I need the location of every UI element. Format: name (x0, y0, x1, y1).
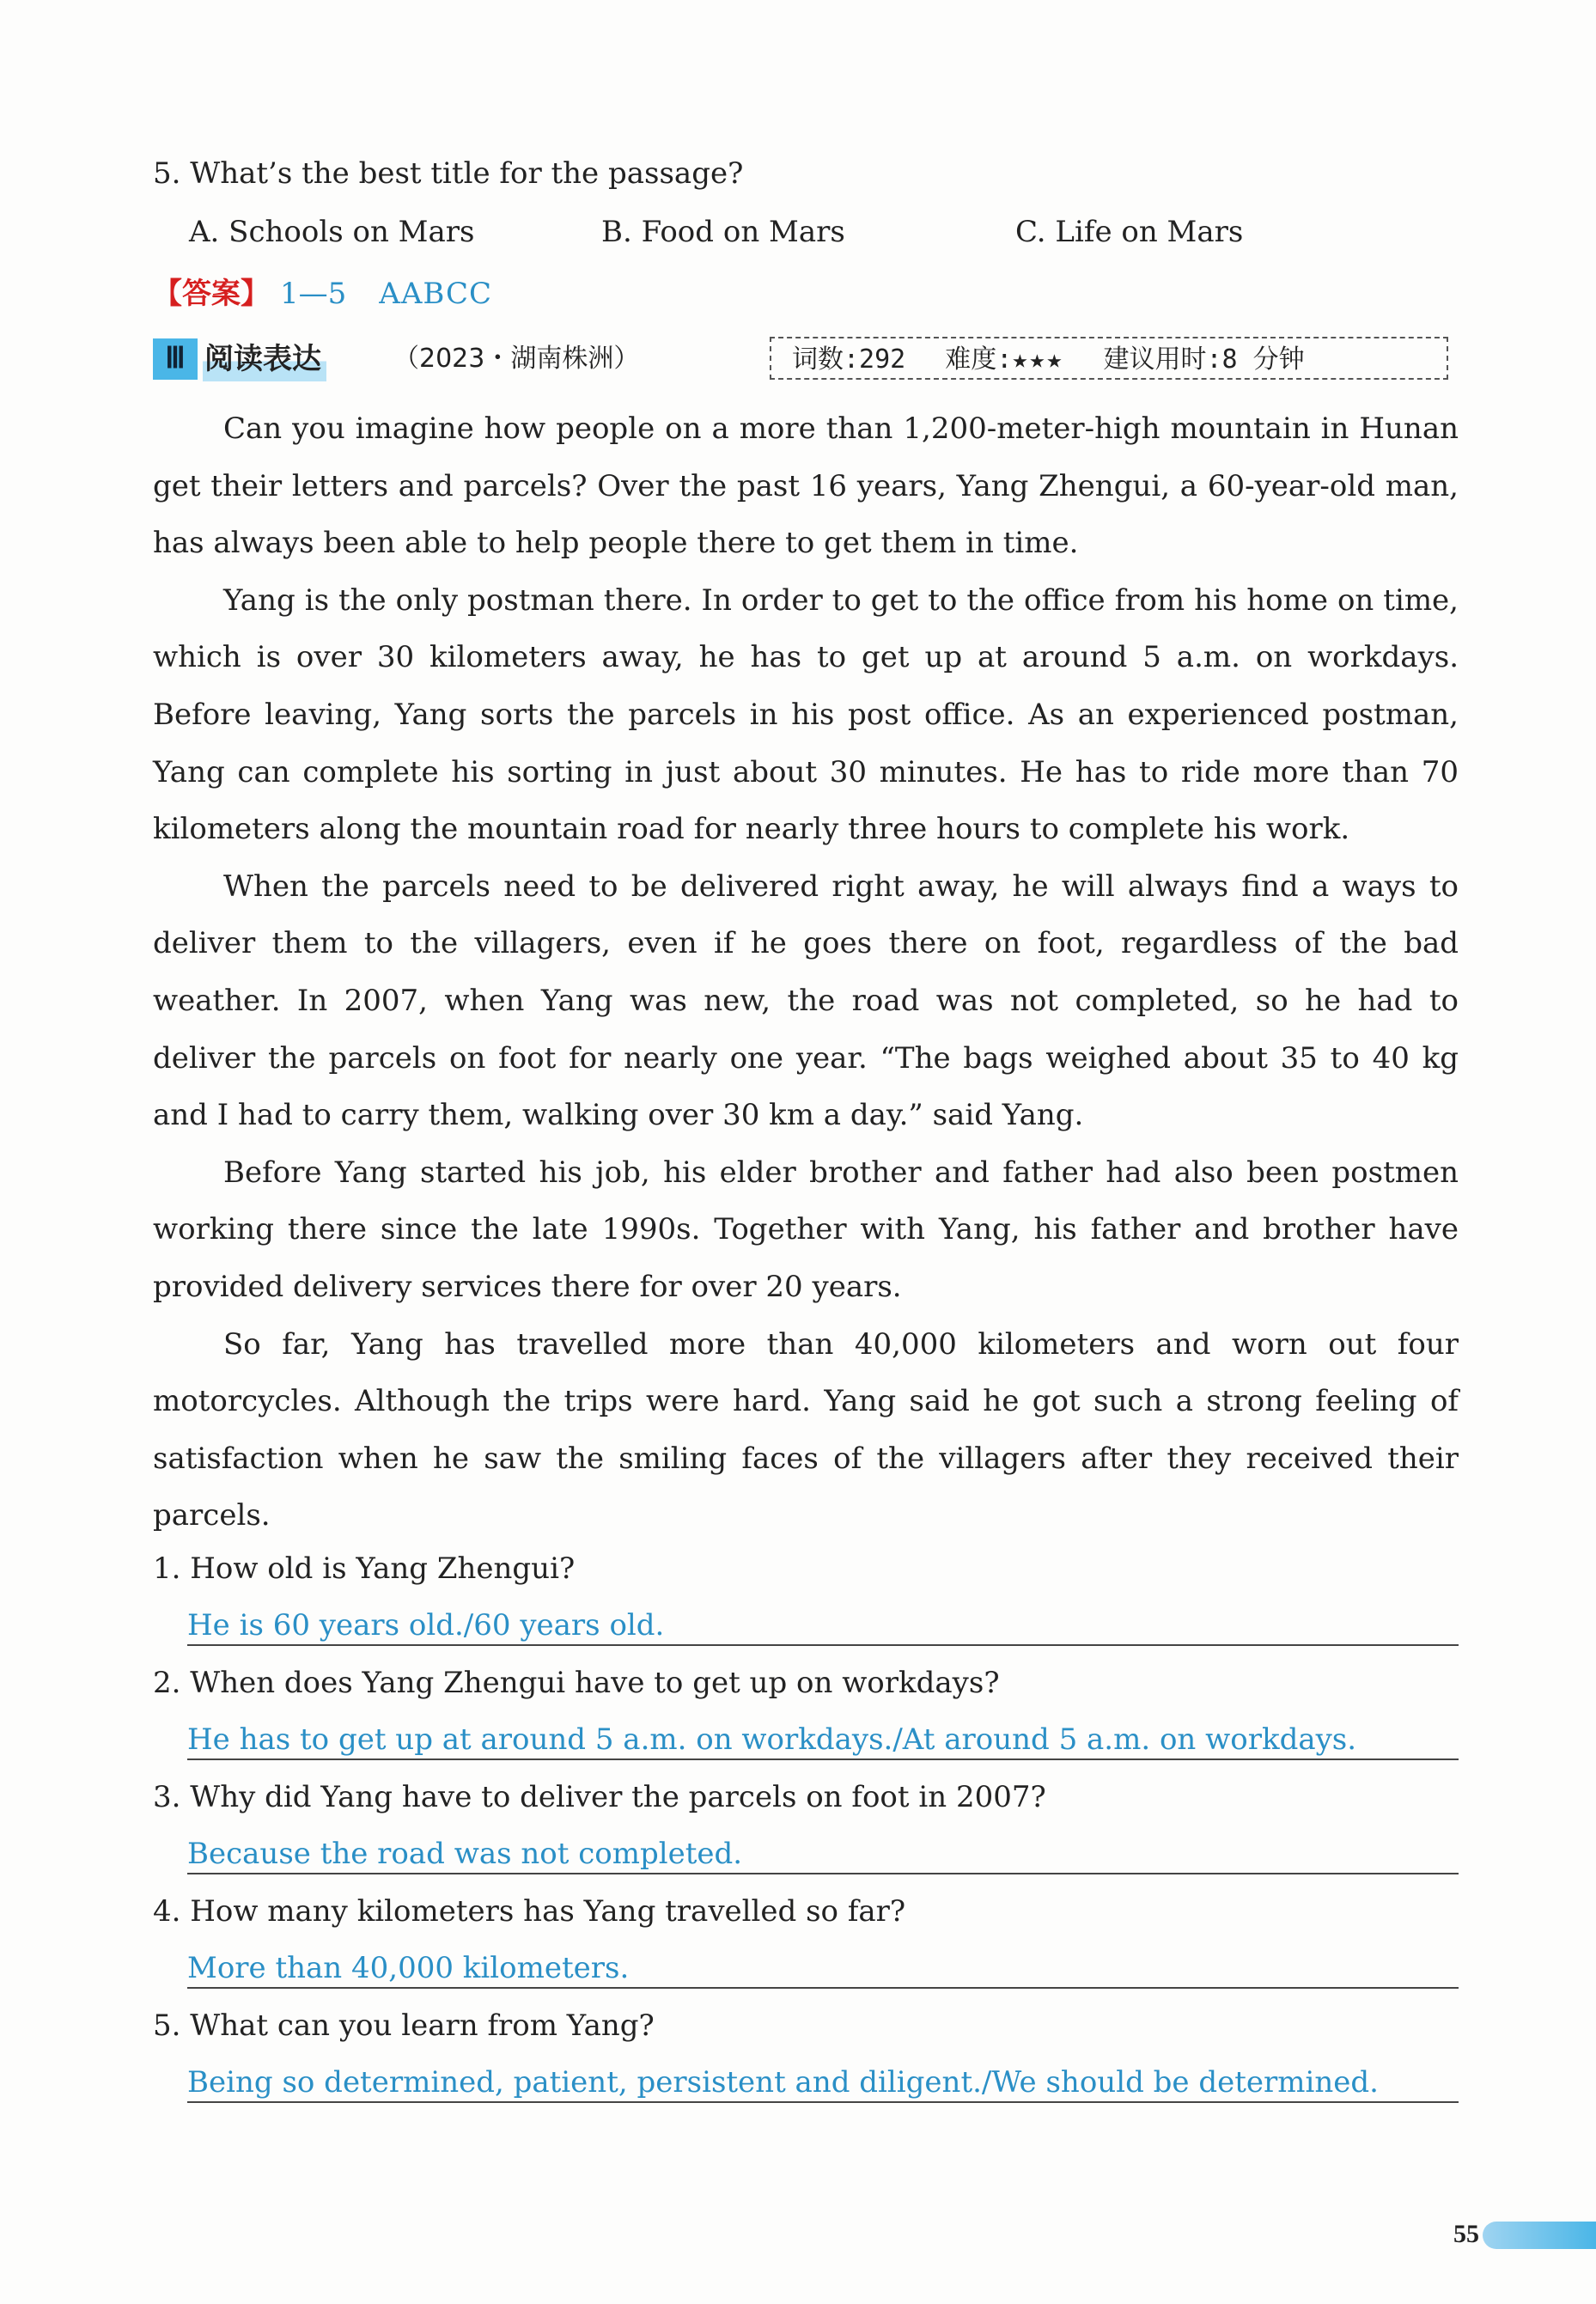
answer-line: More than 40,000 kilometers. (187, 1949, 1459, 1989)
question-item (153, 1778, 1459, 1893)
answer-key-line (153, 270, 492, 312)
answer-line: He has to get up at around 5 a.m. on workdays./At around 5 a.m. on workdays. (187, 1721, 1459, 1760)
question-list (153, 1550, 1459, 2121)
decorative-tab-bar (1483, 2222, 1596, 2249)
question-text: 1. How old is Yang Zhengui? (153, 1551, 576, 1586)
answer-line: He is 60 years old./60 years old. (187, 1606, 1459, 1646)
difficulty-stars: ★★★ (1012, 344, 1064, 375)
question-item (153, 2007, 1459, 2121)
difficulty-label: 难度: (945, 344, 1013, 375)
reading-passage (153, 400, 1459, 1545)
suggested-time: 建议用时:8 分钟 (1103, 344, 1305, 375)
passage-paragraph: Yang is the only postman there. In order to get to the office from his home on time, which is over 30 kilometers away, he has to get up at around 5 a.m. on workdays. Before leaving, Yang sorts the parcels in his post office. As an experienced postman, Yang can complete his sorting in just about 30 minutes. He has to ride more than 70 kilometers along the mountain road for nearly three hours to complete his work. (153, 582, 1459, 847)
question-text: 4. How many kilometers has Yang travelled so far? (153, 1894, 906, 1929)
difficulty (945, 338, 1063, 378)
passage-paragraph: So far, Yang has travelled more than 40,000 kilometers and worn out four motorcycles. Although the trips were hard. Yang said he got such a strong feeling of satisfaction when he saw the smiling faces of the villagers after they received their parcels. (153, 1326, 1459, 1533)
answer-tag: 【答案】 (153, 277, 270, 311)
question-text: 3. Why did Yang have to deliver the parcels on foot in 2007? (153, 1780, 1046, 1814)
answer-range: 1—5 (280, 277, 347, 311)
answer-line: Being so determined, patient, persistent and diligent./We should be determined. (187, 2063, 1459, 2103)
question-text: 5. What can you learn from Yang? (153, 2008, 655, 2043)
passage-paragraph: When the parcels need to be delivered right away, he will always find a ways to deliver them to the villagers, even if he goes there on foot, regardless of the bad weather. In 2007, when Yang was new, the road was not completed, so he had to deliver the parcels on foot for nearly one year. “The bags weighed about 35 to 40 kg and I had to carry them, walking over 30 km a day.” said Yang. (153, 869, 1459, 1133)
page-footer (1338, 2167, 1596, 2304)
passage-paragraph: Before Yang started his job, his elder brother and father had also been postmen working there since the late 1990s. Together with Yang, his father and brother have provided delivery services there for over 20 years. (153, 1155, 1459, 1304)
section-number-badge: Ⅲ (153, 338, 198, 380)
option-b: B. Food on Mars (601, 215, 845, 249)
prev-question-5: 5. What’s the best title for the passage? (153, 156, 744, 191)
question-item (153, 1664, 1459, 1778)
page-number: 55 (1453, 2220, 1479, 2248)
answer-line: Because the road was not completed. (187, 1835, 1459, 1874)
passage-paragraph: Can you imagine how people on a more than 1,200-meter-high mountain in Hunan get their letters and parcels? Over the past 16 years, Yang Zhengui, a 60-year-old man, has always been able to help people there to get them in time. (153, 411, 1459, 561)
question-text: 2. When does Yang Zhengui have to get up on workdays? (153, 1666, 1000, 1700)
section-header (153, 337, 1459, 385)
word-count: 词数:292 (792, 344, 906, 375)
answer-keys: AABCC (379, 277, 493, 311)
section-source: （2023・湖南株洲） (393, 344, 640, 374)
section-title: 阅读表达 (203, 337, 326, 381)
question-item (153, 1893, 1459, 2007)
reading-info-box (770, 337, 1448, 380)
question-item (153, 1550, 1459, 1664)
option-c: C. Life on Mars (1015, 215, 1244, 249)
option-a: A. Schools on Mars (189, 215, 475, 249)
